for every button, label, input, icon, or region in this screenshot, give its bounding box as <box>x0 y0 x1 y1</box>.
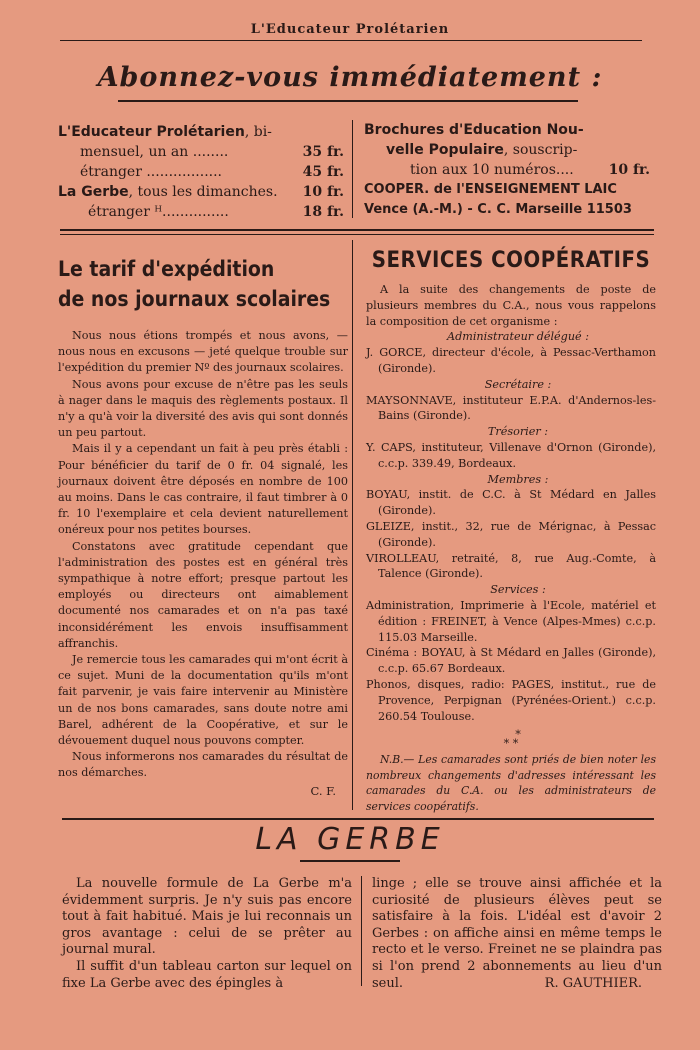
subscribe-title-underline <box>118 100 578 102</box>
services-entry: BOYAU, instit. de C.C. à St Médard en Jalles (Gironde). <box>366 488 656 518</box>
services-entry: Y. CAPS, instituteur, Villenave d'Ornon (Gironde), c.c.p. 339.49, Bordeaux. <box>366 440 656 470</box>
sub-right-bold: velle Populaire <box>386 142 504 158</box>
subscribe-right-column <box>364 120 654 220</box>
subscribe-left-column <box>58 122 344 222</box>
sub-right-line <box>364 140 654 160</box>
gerbe-left-column <box>62 876 352 992</box>
services-heading: Trésorier : <box>487 425 549 439</box>
sub-right-bold: COOPER. de l'ENSEIGNEMENT LAIC <box>364 182 617 197</box>
tarif-title-line1: Le tarif d'expédition <box>58 257 275 281</box>
services-note: N.B.— Les camarades sont priés de bien noter les nombreux changements d'adresses intéressant les camarades du C.A. ou les administrateurs de services coopératifs. <box>366 753 656 813</box>
sub-left-price: 18 fr. <box>302 204 344 220</box>
services-heading: Secrétaire : <box>484 377 552 391</box>
gerbe-paragraph: linge ; elle se trouve ainsi affichée et la curiosité de plusieurs élèves peut se satisfaire à la fois. L'idéal est d'avoir 2 Gerbes : on affiche ainsi en même temps le recto et le verso. Freinet ne se plaindra pas si l'on prend 2 abonnements au lieu d'un seul. <box>372 876 662 991</box>
services-entry: Administration, Imprimerie à l'Ecole, matériel et édition : FREINET, à Vence (Alpes-Mmes) c.c.p. 115.03 Marseille. <box>366 598 656 644</box>
gerbe-column-divider <box>361 876 362 986</box>
sub-right-line <box>364 120 654 140</box>
services-heading: Membres : <box>487 472 549 486</box>
tarif-paragraph: Mais il y a cependant un fait à peu près établi : Pour bénéficier du tarif de 0 fr. 04 signalé, les journaux doivent être déposés en nombre de 100 au moins. Dans le cas contraire, il faut timbrer à 0 fr. 10 l'exemplaire et cela devient naturellement onéreux pour nos petites bourses. <box>58 442 348 537</box>
services-heading: Services : <box>490 583 546 597</box>
sub-left-line <box>58 182 344 202</box>
services-article <box>366 246 656 814</box>
sub-right-bold: Brochures d'Education Nou- <box>364 122 584 138</box>
services-entry: GLEIZE, instit., 32, rue de Mérignac, à Pessac (Gironde). <box>366 519 656 549</box>
sub-right-line <box>364 200 654 220</box>
journal-header: L'Educateur Prolétarien <box>250 22 450 37</box>
sub-left-text: étranger ᴴ............... <box>88 204 229 220</box>
sub-left-text: , bi- <box>244 124 272 140</box>
services-heading: Administrateur délégué : <box>447 330 589 344</box>
sub-right-price: 10 fr. <box>608 162 650 178</box>
tarif-body <box>58 328 348 782</box>
sub-left-bold: L'Educateur Prolétarien <box>58 124 245 140</box>
services-entry: Phonos, disques, radio: PAGES, institut., rue de Provence, Perpignan (Pyrénées-Orient.) c.c.p. 260.54 Toulouse. <box>366 677 656 723</box>
sub-right-text: , souscrip- <box>503 142 578 158</box>
sub-left-price: 35 fr. <box>302 144 344 160</box>
sub-left-line <box>58 122 344 142</box>
sub-left-text: mensuel, un an ........ <box>80 144 229 160</box>
sub-left-price: 45 fr. <box>302 164 344 180</box>
services-entry: VIROLLEAU, retraité, 8, rue Aug.-Comte, à Talence (Gironde). <box>366 551 656 581</box>
section-rule <box>60 229 654 231</box>
sub-right-line <box>364 160 654 180</box>
services-title: SERVICES COOPÉRATIFS <box>371 248 651 273</box>
section-rule <box>62 818 654 820</box>
sub-left-text: , tous les dimanches. <box>128 184 278 200</box>
sub-left-price: 10 fr. <box>302 184 344 200</box>
tarif-paragraph: Nous informerons nos camarades du résultat de nos démarches. <box>58 750 348 780</box>
tarif-article <box>58 254 348 798</box>
tarif-paragraph: Je remercie tous les camarades qui m'ont écrit à ce sujet. Muni de la documentation qu'ils m'ont fait parvenir, je vais faire intervenir au Ministère un de nos bons camarades, sans doute notre ami Barel, adhérent de la Coopérative, et sur le dévouement duquel nous pouvons compter. <box>58 653 348 748</box>
column-divider <box>352 240 353 810</box>
gerbe-title: LA GERBE <box>255 822 445 857</box>
sub-right-bold: Vence (A.-M.) - C. C. Marseille 11503 <box>364 202 632 217</box>
sub-left-bold: La Gerbe <box>58 184 129 200</box>
services-intro: A la suite des changements de poste de plusieurs membres du C.A., nous vous rappelons la composition de cet organisme : <box>366 283 656 328</box>
sub-left-line <box>58 162 344 182</box>
sub-left-line <box>58 202 344 222</box>
tarif-paragraph: Nous nous étions trompés et nous avons, — nous nous en excusons — jeté quelque trouble sur l'expédition du premier Nº des journaux scolaires. <box>58 329 348 375</box>
section-rule <box>60 234 654 235</box>
subscribe-title: Abonnez-vous immédiatement : <box>97 62 603 93</box>
sub-left-line <box>58 142 344 162</box>
services-entry: J. GORCE, directeur d'école, à Pessac-Verthamon (Gironde). <box>366 346 656 375</box>
header-rule <box>60 40 642 41</box>
subscribe-divider <box>352 120 353 218</box>
sub-right-line <box>364 180 654 200</box>
tarif-signature: C. F. <box>310 783 336 798</box>
services-body <box>366 282 656 814</box>
sub-right-text: tion aux 10 numéros.... <box>410 162 574 178</box>
tarif-paragraph: Constatons avec gratitude cependant que l'administration des postes est en général très sympathique à notre effort; presque partout les employés ou directeurs ont aimablement documenté nos camarades et on n'a pas taxé inconsidérément les envois insuffisamment affranchis. <box>58 539 348 650</box>
gerbe-paragraph: La nouvelle formule de La Gerbe m'a évidemment surpris. Je n'y suis pas encore tout à fait habitué. Mais je lui reconnais un gros avantage : celui de se prêter au journal mural. <box>62 876 352 958</box>
gerbe-title-underline <box>300 860 400 862</box>
gerbe-signature: R. GAUTHIER. <box>544 975 642 991</box>
services-asterisks: * * * <box>503 728 521 751</box>
tarif-paragraph: Nous avons pour excuse de n'être pas les seuls à nager dans le maquis des règlements postaux. Il n'y a qu'à voir la diversité des avis qui sont donnés un peu partout. <box>58 377 348 440</box>
services-entry: MAYSONNAVE, instituteur E.P.A. d'Andernos-les-Bains (Gironde). <box>366 393 656 423</box>
tarif-title-line2: de nos journaux scolaires <box>58 287 331 311</box>
gerbe-right-column <box>372 876 662 992</box>
sub-left-text: étranger ................. <box>80 164 223 180</box>
gerbe-paragraph: Il suffit d'un tableau carton sur lequel on fixe La Gerbe avec des épingles à <box>62 958 352 991</box>
services-entry: Cinéma : BOYAU, à St Médard en Jalles (Gironde), c.c.p. 65.67 Bordeaux. <box>366 646 656 676</box>
